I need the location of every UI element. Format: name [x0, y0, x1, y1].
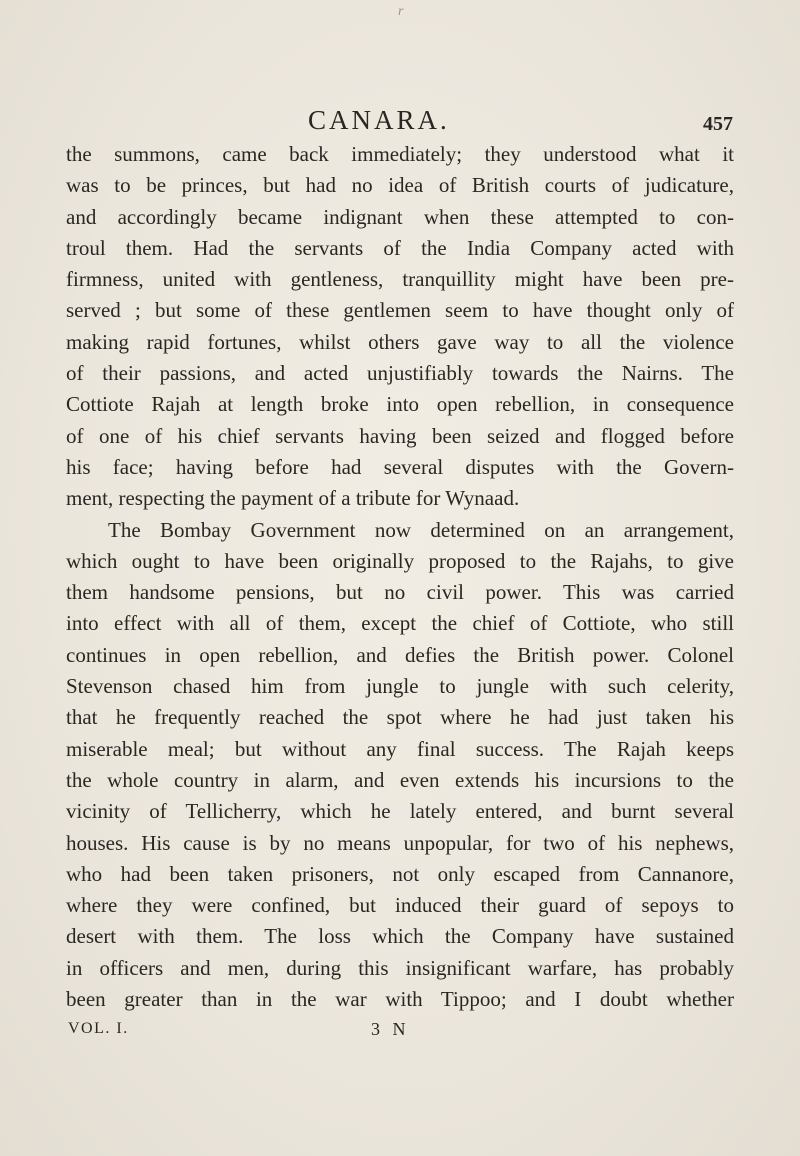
text-line: his face; having before had several disputes with the Govern-	[66, 454, 734, 479]
text-line: where they were confined, but induced their guard of sepoys to	[66, 893, 734, 918]
text-line: troul them. Had the servants of the India Company acted with	[66, 235, 734, 260]
text-line: them handsome pensions, but no civil power. This was carried	[66, 580, 734, 605]
text-line: was to be princes, but had no idea of British courts of judicature,	[66, 173, 734, 198]
top-mark: r	[398, 4, 404, 19]
text-line: continues in open rebellion, and defies the British power. Colonel	[66, 642, 734, 667]
page-footer	[0, 1014, 800, 1044]
text-line: been greater than in the war with Tippoo; and I doubt whether	[66, 987, 734, 1012]
text-line: of one of his chief servants having been seized and flogged before	[66, 423, 734, 448]
text-line: of their passions, and acted unjustifiably towards the Nairns. The	[66, 361, 734, 386]
page-number: 457	[703, 113, 733, 135]
text-line: the summons, came back immediately; they understood what it	[66, 142, 734, 166]
text-line: and accordingly became indignant when these attempted to con-	[66, 204, 734, 229]
text-line: houses. His cause is by no means unpopular, for two of his nephews,	[66, 830, 734, 855]
text-line: into effect with all of them, except the chief of Cottiote, who still	[66, 611, 734, 636]
volume-label: VOL. I.	[68, 1020, 129, 1037]
text-line: desert with them. The loss which the Company have sustained	[66, 924, 734, 949]
text-line: in officers and men, during this insignificant warfare, has probably	[66, 955, 734, 980]
text-line: who had been taken prisoners, not only escaped from Cannanore,	[66, 861, 734, 886]
running-head: CANARA.	[308, 105, 450, 135]
text-line: Stevenson chased him from jungle to jungle with such celerity,	[66, 674, 734, 699]
signature-mark: 3 N	[371, 1019, 410, 1039]
text-line: vicinity of Tellicherry, which he lately entered, and burnt several	[66, 799, 734, 824]
text-line: firmness, united with gentleness, tranquillity might have been pre-	[66, 267, 734, 292]
text-line: which ought to have been originally proposed to the Rajahs, to give	[66, 548, 734, 573]
text-line: served ; but some of these gentlemen seem to have thought only of	[66, 298, 734, 323]
text-line: ment, respecting the payment of a tribute for Wynaad.	[66, 486, 520, 511]
text-line: making rapid fortunes, whilst others gave way to all the violence	[66, 329, 734, 354]
text-line: Cottiote Rajah at length broke into open rebellion, in consequence	[66, 392, 734, 417]
body-text	[66, 139, 734, 1015]
page-header	[0, 100, 800, 140]
text-line: miserable meal; but without any final success. The Rajah keeps	[66, 736, 734, 761]
text-line: the whole country in alarm, and even extends his incursions to the	[66, 767, 734, 792]
paragraph-start-line: The Bombay Government now determined on an arrangement,	[108, 517, 734, 542]
text-line: that he frequently reached the spot where he had just taken his	[66, 705, 734, 730]
